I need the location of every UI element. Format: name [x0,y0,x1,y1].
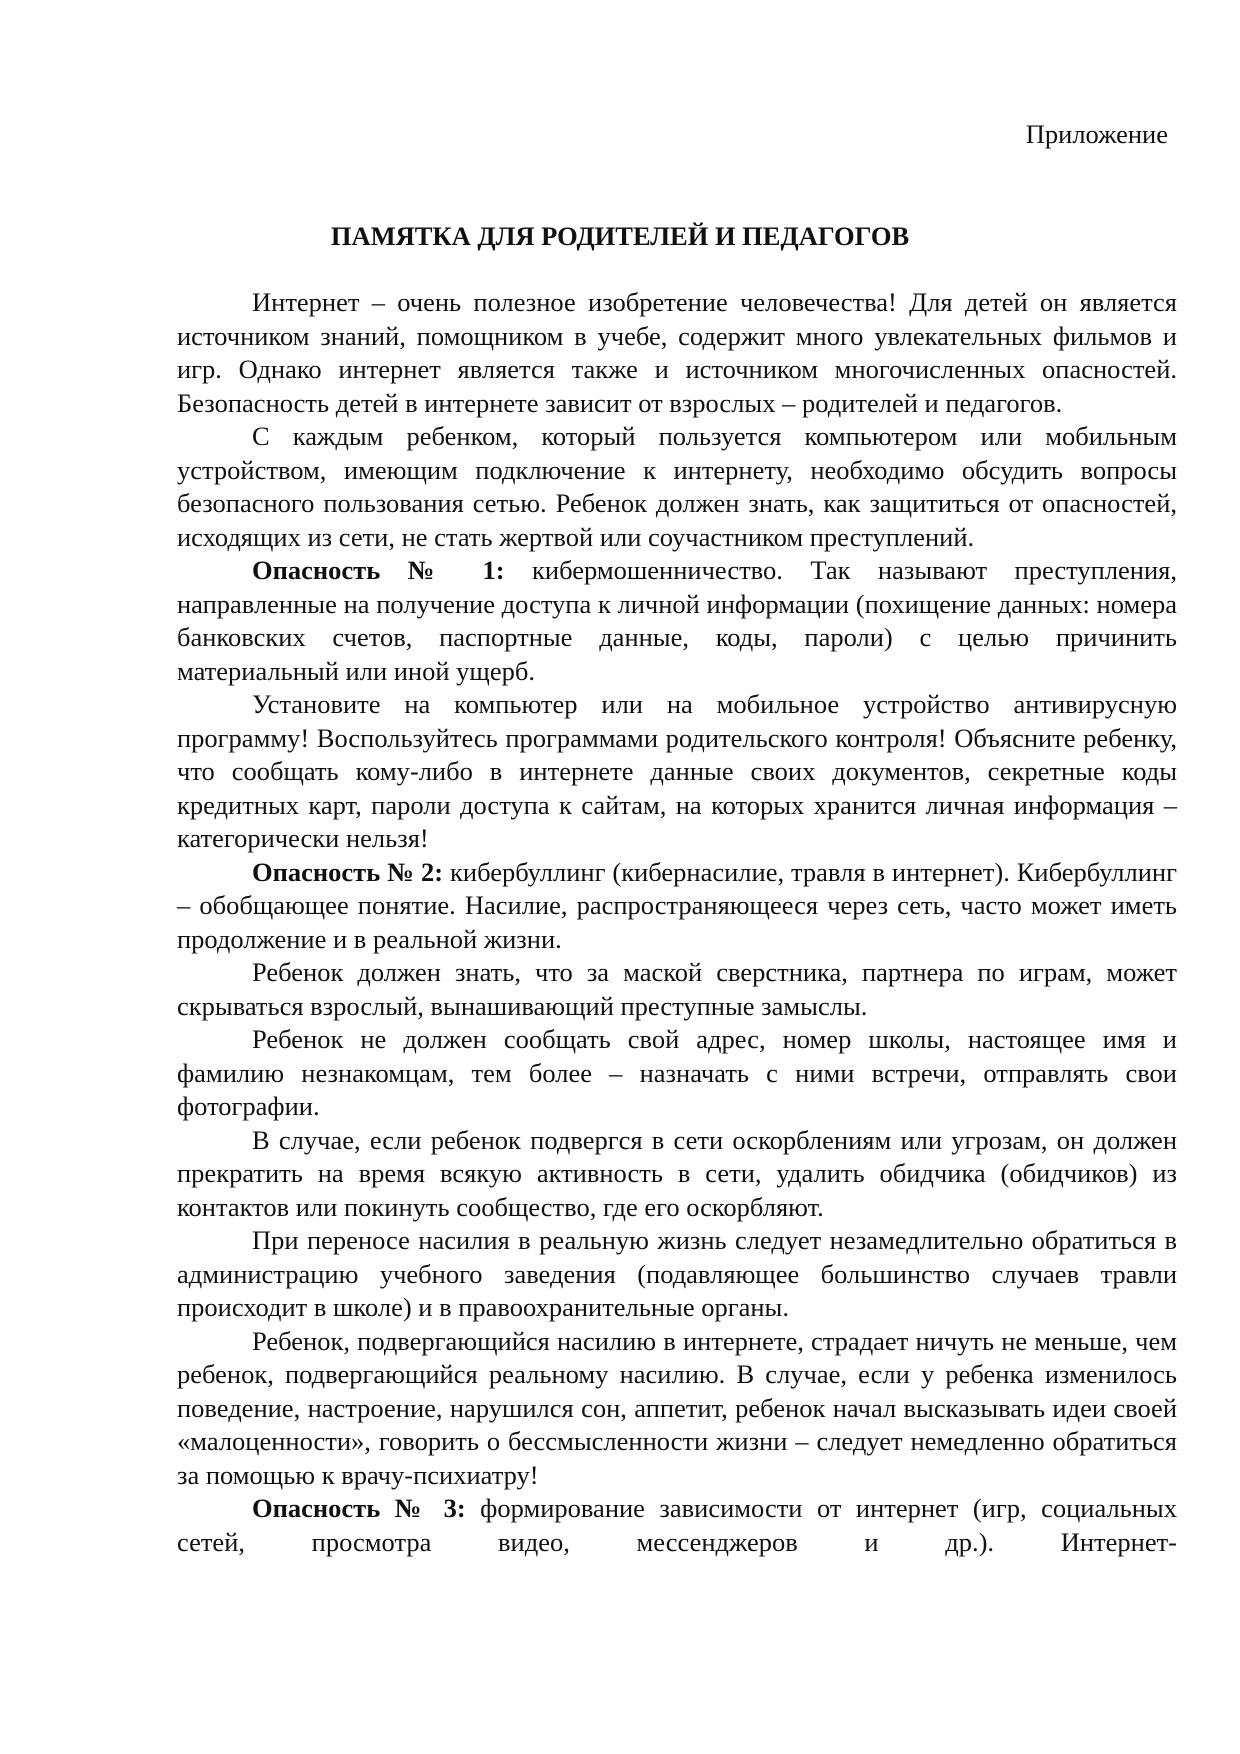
paragraph-discuss-safety: С каждым ребенком, который пользуется компьютером или мобильным устройством, имеющим подключение к интернету, необходимо обсудить вопросы безопасного пользования сетью. Ребенок должен знать, как защититься от опасностей, исходящих из сети, не стать жертвой или соучастником преступлений. [177,421,1177,552]
danger-1-text: кибермошенничество. Так называют преступления, направленные на получение доступа к личной информации (похищение данных: номера банковских счетов, паспортные данные, коды, пароли) с целью причинить материальный или иной ущерб. [177,555,1177,686]
appendix-label: Приложение [1025,119,1168,149]
paragraph-intro: Интернет – очень полезное изобретение человечества! Для детей он является источником знаний, помощником в учебе, содержит много увлекательных фильмов и игр. Однако интернет является также и источником многочисленных опасностей. Безопасность детей в интернете зависит от взрослых – родителей и педагогов. [177,287,1177,418]
paragraph-personal-data: Ребенок не должен сообщать свой адрес, номер школы, настоящее имя и фамилию незнакомцам, тем более – назначать с ними встречи, отправлять свои фотографии. [177,1024,1177,1121]
paragraph-danger-3 [177,1492,1177,1559]
paragraph-insults: В случае, если ребенок подвергся в сети оскорблениям или угрозам, он должен прекратить на время всякую активность в сети, удалить обидчика (обидчиков) из контактов или покинуть сообщество, где его оскорбляют. [177,1124,1177,1222]
paragraph-psychiatrist: Ребенок, подвергающийся насилию в интернете, страдает ничуть не меньше, чем ребенок, подвергающийся реальному насилию. В случае, если у ребенка изменилось поведение, настроение, нарушился сон, аппетит, ребенок начал высказывать идеи своей «малоценности», говорить о бессмысленности жизни – следует немедленно обратиться за помощью к врачу-психиатру! [177,1325,1177,1490]
document-title: ПАМЯТКА ДЛЯ РОДИТЕЛЕЙ И ПЕДАГОГОВ [330,221,910,251]
danger-2-text: кибербуллинг (кибернасилие, травля в интернет). Кибербуллинг – обобщающее понятие. Насилие, распространяющееся через сеть, часто может иметь продолжение и в реальной жизни. [177,856,1177,954]
paragraph-antivirus-advice: Установите на компьютер или на мобильное устройство антивирусную программу! Воспользуйтесь программами родительского контроля! Объясните ребенку, что сообщать кому-либо в интернете данные своих документов, секретные коды кредитных карт, пароли доступа к сайтам, на которых хранится личная информация – категорически нельзя! [177,689,1177,853]
paragraph-danger-2 [177,856,1177,957]
paragraph-real-violence: При переносе насилия в реальную жизнь следует незамедлительно обратиться в администрацию учебного заведения (подавляющее большинство случаев травли происходит в школе) и в правоохранительные органы. [177,1225,1177,1322]
paragraph-danger-1 [177,554,1177,688]
danger-1-label: Опасность № 1: [252,555,505,585]
danger-3-text: формирование зависимости от интернет (игр, социальных сетей, просмотра видео, мессенджеров и др.). Интернет- [177,1493,1177,1557]
document-body [177,286,1177,1559]
paragraph-mask-warning: Ребенок должен знать, что за маской сверстника, партнера по играм, может скрываться взрослый, вынашивающий преступные замыслы. [177,957,1177,1021]
danger-3-label: Опасность № 3: [252,1493,466,1523]
danger-2-label: Опасность № 2: [252,856,444,887]
